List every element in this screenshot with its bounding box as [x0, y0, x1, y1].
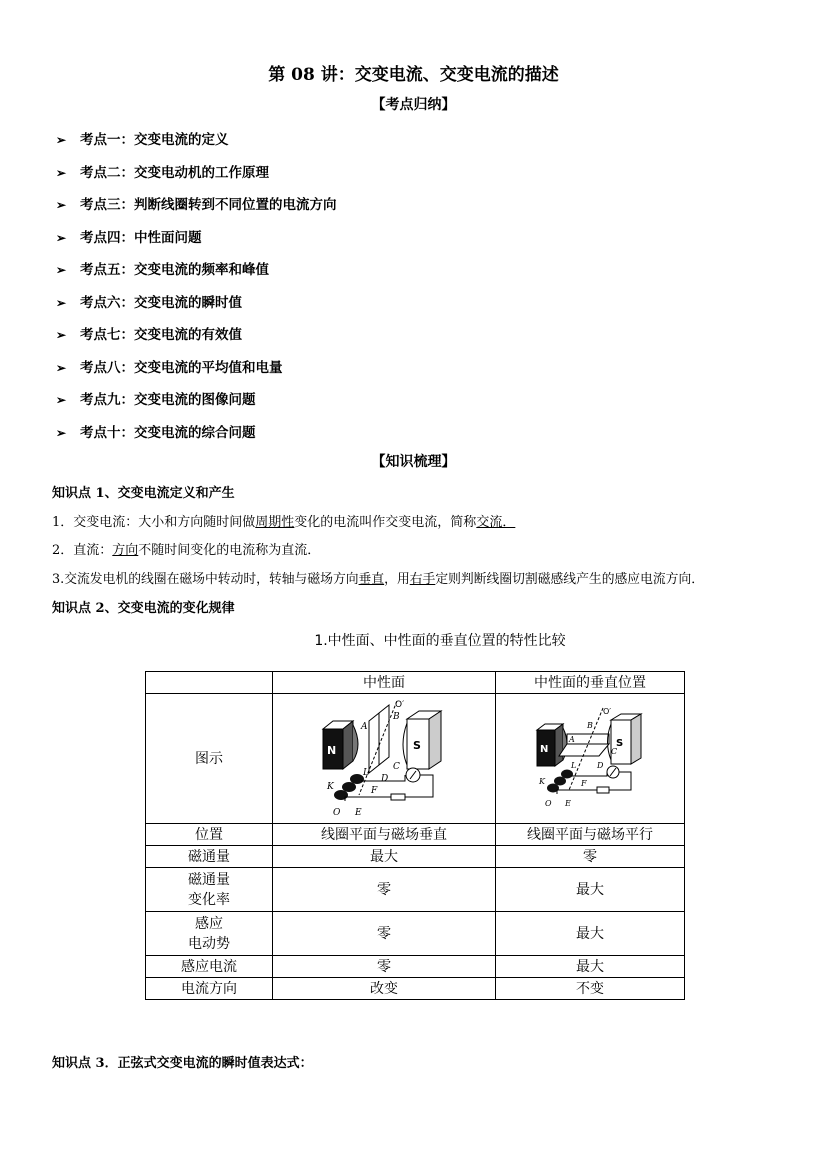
svg-text:O′: O′: [395, 699, 405, 710]
section-heading-kaodian: 【考点归纳】: [371, 97, 456, 113]
table-row: [146, 978, 685, 1000]
zsd1-heading: 知识点 1、交变电流定义和产生: [52, 486, 235, 501]
list-item: ➢ 考点四：中性面问题: [56, 229, 202, 246]
svg-text:N: N: [327, 743, 337, 757]
table-cell: 线圈平面与磁场平行: [496, 824, 685, 846]
arrow-bullet-icon: ➢: [56, 425, 67, 440]
list-item: ➢ 考点一：交变电流的定义: [56, 132, 229, 148]
table-cell: 最大: [273, 846, 496, 868]
table-cell: 零: [273, 956, 496, 978]
table-cell: 最大: [496, 956, 685, 978]
svg-text:A: A: [569, 734, 575, 744]
list-item: ➢ 考点九：交变电流的图像问题: [56, 392, 256, 408]
table-header-cell: 中性面: [273, 672, 496, 694]
svg-text:E: E: [565, 798, 571, 808]
svg-text:K: K: [327, 781, 334, 792]
arrow-bullet-icon: ➢: [56, 360, 67, 375]
table-cell: 不变: [496, 978, 685, 1000]
table-header-cell: [146, 672, 273, 694]
zsd1-paragraph-1: 1．交变电流：大小和方向随时间做周期性变化的电流叫作交变电流，简称交流．: [52, 515, 516, 530]
list-item: ➢ 考点七：交变电流的有效值: [56, 327, 242, 343]
svg-text:C: C: [611, 746, 618, 756]
page-title: 第 08 讲：交变电流、交变电流的描述: [268, 65, 559, 85]
arrow-bullet-icon: ➢: [56, 328, 67, 342]
zsd2-heading: 知识点 2、交变电流的变化规律: [52, 601, 235, 616]
table-cell-label: 图示: [146, 694, 273, 824]
svg-text:K: K: [539, 776, 545, 786]
table-header-row: [146, 672, 685, 694]
table-cell: 零: [273, 868, 496, 912]
table-cell-label: 磁通量 变化率: [146, 868, 273, 912]
svg-text:S: S: [413, 738, 421, 752]
table-cell: 零: [273, 912, 496, 956]
table-row: [146, 846, 685, 868]
comparison-table: [145, 671, 685, 1000]
zsd3-heading: 知识点 3．正弦式交变电流的瞬时值表达式：: [52, 1056, 313, 1071]
table-cell: 改变: [273, 978, 496, 1000]
generator-neutral-plane-figure: [309, 699, 459, 819]
table-cell: 零: [496, 846, 685, 868]
arrow-bullet-icon: ➢: [56, 263, 67, 277]
arrow-bullet-icon: ➢: [56, 230, 67, 245]
svg-text:D: D: [381, 773, 389, 784]
table-row-figure: [146, 694, 685, 824]
svg-text:C: C: [393, 761, 400, 772]
table-cell-label: 位置: [146, 824, 273, 846]
table-cell-label: 磁通量: [146, 846, 273, 868]
kaodian-list: [56, 131, 337, 456]
table-title: 1.中性面、中性面的垂直位置的特性比较: [314, 633, 566, 649]
svg-text:F: F: [581, 778, 587, 788]
arrow-bullet-icon: ➢: [56, 165, 67, 180]
svg-text:B: B: [587, 720, 593, 730]
svg-text:A: A: [361, 721, 368, 732]
table-cell-figure: [273, 694, 496, 824]
svg-text:B: B: [393, 711, 400, 722]
table-cell-label: 感应 电动势: [146, 912, 273, 956]
zsd1-paragraph-3: 3.交流发电机的线圈在磁场中转动时，转轴与磁场方向垂直，用右手定则判断线圈切割磁感线产生的感应电流方向．: [52, 572, 705, 587]
svg-text:F: F: [371, 785, 378, 796]
svg-text:O: O: [333, 807, 341, 818]
table-row: [146, 868, 685, 912]
list-item: ➢ 考点八：交变电流的平均值和电量: [56, 359, 283, 376]
list-item: ➢ 考点十：交变电流的综合问题: [56, 424, 256, 441]
arrow-bullet-icon: ➢: [56, 295, 67, 310]
arrow-bullet-icon: ➢: [56, 133, 67, 147]
table-row: [146, 956, 685, 978]
arrow-bullet-icon: ➢: [56, 393, 67, 407]
list-item: ➢ 考点五：交变电流的频率和峰值: [56, 262, 269, 278]
table-cell: 最大: [496, 868, 685, 912]
table-cell-label: 电流方向: [146, 978, 273, 1000]
table-row: [146, 912, 685, 956]
table-header-cell: 中性面的垂直位置: [496, 672, 685, 694]
svg-text:N: N: [540, 743, 549, 755]
list-item: ➢ 考点二：交变电动机的工作原理: [56, 164, 269, 181]
section-heading-zhishi: 【知识梳理】: [371, 454, 456, 470]
list-item: ➢ 考点六：交变电流的瞬时值: [56, 294, 242, 311]
svg-text:S: S: [616, 737, 624, 749]
svg-text:D: D: [597, 760, 604, 770]
table-cell: 最大: [496, 912, 685, 956]
svg-text:L: L: [363, 767, 369, 778]
svg-text:O′: O′: [603, 706, 612, 716]
svg-text:O: O: [545, 798, 552, 808]
list-item: ➢ 考点三：判断线圈转到不同位置的电流方向: [56, 197, 337, 213]
svg-text:L: L: [571, 760, 577, 770]
svg-text:E: E: [355, 807, 362, 818]
table-row: [146, 824, 685, 846]
generator-perpendicular-figure: [525, 704, 655, 814]
table-cell: 线圈平面与磁场垂直: [273, 824, 496, 846]
zsd1-paragraph-2: 2．直流：方向不随时间变化的电流称为直流．: [52, 543, 321, 558]
arrow-bullet-icon: ➢: [56, 198, 67, 212]
table-cell-figure: [496, 694, 685, 824]
table-cell-label: 感应电流: [146, 956, 273, 978]
